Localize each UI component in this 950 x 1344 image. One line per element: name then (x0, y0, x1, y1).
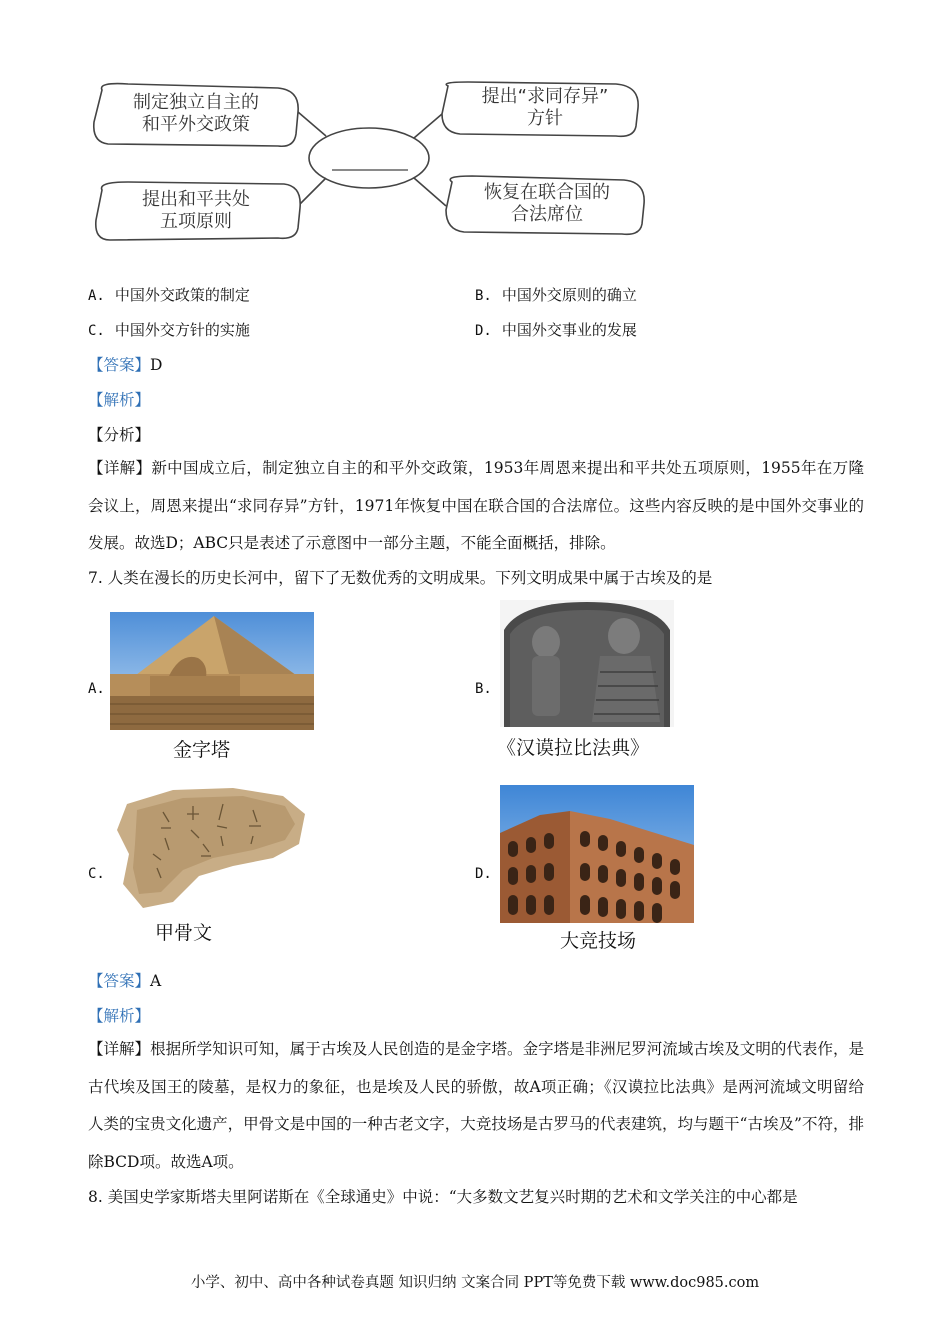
option-letter: C. (88, 323, 105, 339)
analysis-tag: 【解析】 (88, 1007, 151, 1025)
q7-option-b-caption: 《汉谟拉比法典》 (497, 737, 650, 759)
concept-diagram (88, 78, 652, 248)
diagram-node-un-seat (452, 182, 642, 226)
q6-analysis-tag (88, 390, 150, 410)
option-letter: D. (475, 866, 492, 882)
detail-tag: 【详解】 (88, 459, 152, 477)
q6-detail (88, 450, 864, 563)
q6-answer (88, 355, 162, 375)
q6-fenxi-tag (88, 425, 150, 445)
diagram-node-policy-line1: 制定独立自主的 (133, 92, 259, 113)
option-letter: A. (88, 288, 105, 304)
option-text: 中国外交原则的确立 (501, 286, 637, 304)
q8-stem: 8. 美国史学家斯塔夫里阿诺斯在《全球通史》中说：“大多数文艺复兴时期的艺术和文学关注的中心都是 (88, 1188, 798, 1206)
q7-analysis-tag (88, 1006, 150, 1026)
answer-value: A (150, 972, 162, 990)
diagram-node-approach (450, 86, 640, 130)
answer-tag: 【答案】 (88, 972, 151, 990)
colosseum-image (500, 785, 694, 923)
option-letter: B. (475, 288, 492, 304)
q7-option-c-letter[interactable] (88, 863, 115, 884)
answer-value: D (150, 356, 163, 374)
diagram-node-approach-line1: 提出“求同存异” (481, 86, 609, 107)
oracle-bone-image (113, 784, 311, 912)
option-letter: B. (475, 681, 492, 697)
analysis-tag: 【解析】 (88, 391, 151, 409)
diagram-node-principles-line2: 五项原则 (160, 211, 232, 232)
diagram-node-policy-line2: 和平外交政策 (142, 114, 250, 135)
diagram-node-principles-line1: 提出和平共处 (142, 189, 250, 210)
option-letter: A. (88, 681, 105, 697)
option-text: 中国外交政策的制定 (114, 286, 250, 304)
option-text: 中国外交事业的发展 (501, 321, 637, 339)
q7-stem: 7. 人类在漫长的历史长河中，留下了无数优秀的文明成果。下列文明成果中属于古埃及的是 (88, 569, 713, 587)
q7-option-b-letter[interactable] (475, 678, 502, 699)
q6-option-b[interactable] (475, 285, 637, 306)
q6-option-d[interactable] (475, 320, 637, 341)
detail-text: 新中国成立后，制定独立自主的和平外交政策，1953年周恩来提出和平共处五项原则，1955年在万隆会议上，周恩来提出“求同存异”方针，1971年恢复中国在联合国的合法席位。这些内容反映的是中国外交事业的发展。故选D；ABC只是表述了示意图中一部分主题，不能全面概括，排除。 (88, 459, 864, 552)
option-letter: C. (88, 866, 105, 882)
q7-detail (88, 1031, 864, 1181)
q6-option-a[interactable] (88, 285, 250, 306)
q6-option-c[interactable] (88, 320, 250, 341)
fenxi-tag: 【分析】 (88, 426, 151, 444)
page-footer: 小学、初中、高中各种试卷真题 知识归纳 文案合同 PPT等免费下载 www.doc985.com (190, 1275, 760, 1291)
pyramid-image (110, 612, 314, 730)
option-text: 中国外交方针的实施 (114, 321, 250, 339)
answer-tag: 【答案】 (88, 356, 151, 374)
q7-option-d-letter[interactable] (475, 863, 502, 884)
diagram-node-approach-line2: 方针 (527, 108, 563, 129)
q7-option-d-caption: 大竞技场 (560, 930, 637, 952)
option-letter: D. (475, 323, 492, 339)
hammurabi-stele-image (500, 600, 674, 727)
detail-text: 根据所学知识可知，属于古埃及人民创造的是金字塔。金字塔是非洲尼罗河流域古埃及文明的代表作，是古代埃及国王的陵墓，是权力的象征，也是埃及人民的骄傲，故A项正确；《汉谟拉比法典》是两河流域文明留给人类的宝贵文化遗产，甲骨文是中国的一种古老文字，大竞技场是古罗马的代表建筑，均与题干“古埃及”不符，排除BCD项。故选A项。 (88, 1040, 864, 1171)
diagram-node-principles (106, 189, 286, 233)
detail-tag: 【详解】 (88, 1040, 151, 1058)
diagram-node-un-seat-line1: 恢复在联合国的 (484, 182, 610, 203)
q7-option-c-caption: 甲骨文 (155, 922, 213, 944)
diagram-node-un-seat-line2: 合法席位 (511, 204, 583, 225)
q7-option-a-caption: 金字塔 (173, 739, 231, 761)
diagram-node-policy (106, 92, 286, 136)
q7-answer (88, 971, 161, 991)
